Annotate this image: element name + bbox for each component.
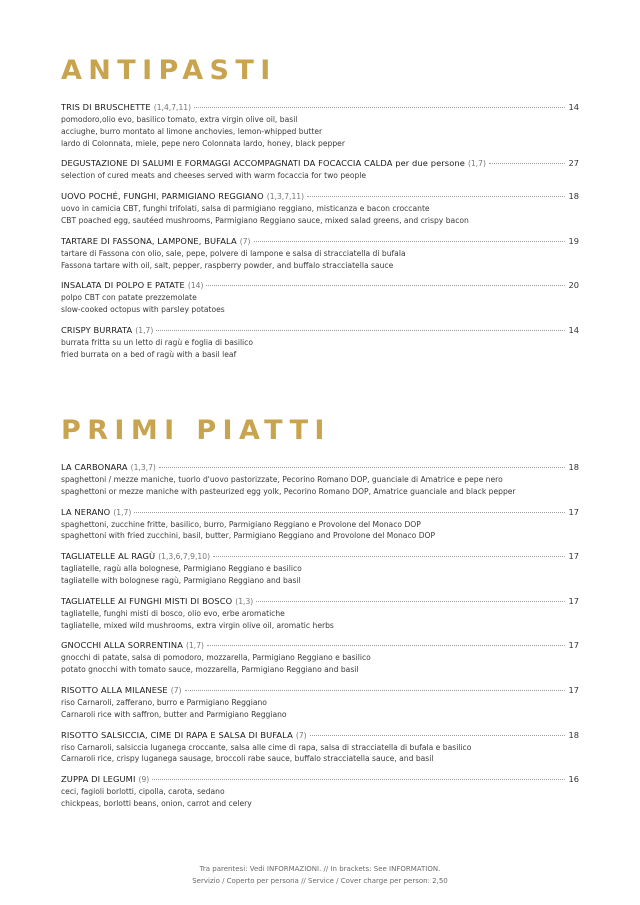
menu-item-price: 16 <box>568 774 579 785</box>
menu-item-header <box>61 729 579 742</box>
menu-item-allergens: (1,4,7,11) <box>153 103 192 112</box>
menu-item <box>61 461 579 498</box>
menu-item-name: INSALATA DI POLPO E PATATE <box>61 280 185 291</box>
menu-item-allergens: (7) <box>170 685 182 695</box>
menu-item-description: riso Carnaroli, zafferano, burro e Parmigiano Reggiano <box>61 697 267 707</box>
footer-line-allergens: Tra parentesi: Vedi INFORMAZIONI. // In brackets: See INFORMATION. <box>199 865 441 873</box>
menu-item <box>61 279 579 316</box>
menu-item-price: 17 <box>568 640 579 651</box>
menu-item-price: 14 <box>568 324 579 335</box>
dotted-leader <box>185 690 566 691</box>
menu-item-header <box>61 461 579 474</box>
menu-item <box>61 235 579 272</box>
menu-item-name: UOVO POCHÉ, FUNGHI, PARMIGIANO REGGIANO <box>61 191 264 202</box>
menu-item-description: spaghettoni / mezze maniche, tuorlo d'uovo pastorizzate, Pecorino Romano DOP, guanciale di Amatrice e pepe nero <box>61 475 503 484</box>
menu-item-allergens: (14) <box>187 281 204 291</box>
dotted-leader <box>256 601 565 602</box>
menu-item <box>61 550 579 587</box>
menu-item-description: spaghettoni with fried zucchini, basil, butter, Parmigiano Reggiano and Provolone del Monaco DOP <box>61 531 436 541</box>
menu-item-description: tagliatelle, ragù alla bolognese, Parmigiano Reggiano e basilico <box>61 564 302 574</box>
menu-item-description: slow-cooked octopus with parsley potatoes <box>61 305 225 315</box>
footer-notes <box>0 863 640 887</box>
menu-item-price: 18 <box>568 729 579 740</box>
menu-item-allergens: (1,3) <box>235 596 254 606</box>
menu-item-description: tagliatelle with bolognese ragù, Parmigiano Reggiano and basil <box>61 575 301 585</box>
menu-item-name: TARTARE DI FASSONA, LAMPONE, BUFALA <box>61 235 237 246</box>
menu-item-header <box>61 279 579 292</box>
section-title-primi-piatti: PRIMI PIATTI <box>61 415 331 446</box>
section-title-antipasti: ANTIPASTI <box>61 55 277 86</box>
menu-item-header <box>61 550 579 563</box>
menu-item-allergens: (9) <box>138 775 150 785</box>
menu-item-description: acciughe, burro montato al limone anchovies, lemon-whipped butter <box>61 126 323 136</box>
menu-item <box>61 324 579 361</box>
footer-line-cover-charge: Servizio / Coperto per persona // Service / Cover charge per person: 2,50 <box>192 877 448 885</box>
menu-item-price: 17 <box>568 551 579 562</box>
dotted-leader <box>194 107 565 108</box>
menu-item-allergens: (1,3,7) <box>130 463 156 472</box>
menu-item-description: spaghettoni or mezze maniche with pasteurized egg yolk, Pecorino Romano DOP, Amatrice guanciale and black pepper <box>61 486 516 496</box>
menu-item-header <box>61 595 579 608</box>
menu-item-header <box>61 157 579 170</box>
menu-item <box>61 157 579 182</box>
menu-item-description: potato gnocchi with tomato sauce, mozzarella, Parmigiano Reggiano and basil <box>61 665 359 675</box>
dotted-leader <box>206 285 565 286</box>
dotted-leader <box>152 779 565 780</box>
menu-item-price: 27 <box>568 158 579 169</box>
dotted-leader <box>489 163 565 164</box>
dotted-leader <box>134 512 565 513</box>
menu-item-description: uovo in camicia CBT, funghi trifolati, salsa di parmigiano reggiano, misticanza e bacon croccante <box>61 204 430 214</box>
menu-item-description: Carnaroli rice with saffron, butter and Parmigiano Reggiano <box>61 709 287 719</box>
menu-item-name: TRIS DI BRUSCHETTE <box>61 102 151 112</box>
menu-item-header <box>61 684 579 697</box>
menu-item-allergens: (1,7) <box>185 641 204 651</box>
menu-item-description: fried burrata on a bed of ragù with a basil leaf <box>61 349 237 359</box>
menu-item-name: LA CARBONARA <box>61 462 128 472</box>
menu-item-price: 17 <box>568 595 579 606</box>
menu-item-name: TAGLIATELLE AI FUNGHI MISTI DI BOSCO <box>61 595 233 606</box>
menu-item-description: chickpeas, borlotti beans, onion, carrot and celery <box>61 798 252 808</box>
menu-item-price: 14 <box>568 102 579 112</box>
menu-item <box>61 190 579 227</box>
menu-item-allergens: (7) <box>239 236 251 246</box>
menu-item-name: RISOTTO ALLA MILANESE <box>61 684 168 695</box>
menu-item-header <box>61 773 579 786</box>
menu-item-allergens: (1,3,6,7,9,10) <box>158 552 211 562</box>
menu-item-description: gnocchi di patate, salsa di pomodoro, mozzarella, Parmigiano Reggiano e basilico <box>61 653 371 663</box>
menu-item-description: tagliatelle, funghi misti di bosco, olio evo, erbe aromatiche <box>61 608 285 618</box>
menu-item-allergens: (7) <box>295 730 307 740</box>
menu-item <box>61 773 579 810</box>
menu-item-description: selection of cured meats and cheeses served with warm focaccia for two people <box>61 171 367 181</box>
menu-item-description: polpo CBT con patate prezzemolate <box>61 293 197 303</box>
menu-item-name: GNOCCHI ALLA SORRENTINA <box>61 640 183 651</box>
dotted-leader <box>207 645 565 646</box>
menu-item <box>61 639 579 676</box>
menu-item-header <box>61 190 579 203</box>
menu-item-price: 17 <box>568 506 579 517</box>
menu-item-header <box>61 639 579 652</box>
menu-item-allergens: (1,7) <box>135 325 154 335</box>
menu-item-allergens: (1,3,7,11) <box>266 192 305 202</box>
primi-piatti-list <box>61 461 579 818</box>
dotted-leader <box>310 735 566 736</box>
antipasti-list <box>61 101 579 369</box>
menu-item-name: TAGLIATELLE AL RAGÙ <box>61 551 156 562</box>
menu-item-allergens: (1,7) <box>467 159 486 169</box>
menu-item-name: ZUPPA DI LEGUMI <box>61 774 136 785</box>
menu-item-name: RISOTTO SALSICCIA, CIME DI RAPA E SALSA DI BUFALA <box>61 729 293 740</box>
menu-item-header <box>61 235 579 248</box>
menu-item-description: lardo di Colonnata, miele, pepe nero Colonnata lardo, honey, black pepper <box>61 138 345 148</box>
menu-item-description: ceci, fagioli borlotti, cipolla, carota, sedano <box>61 787 225 797</box>
menu-item-description: spaghettoni, zucchine fritte, basilico, burro, Parmigiano Reggiano e Provolone del Monaco DOP <box>61 519 421 529</box>
menu-item-description: CBT poached egg, sautéed mushrooms, Parmigiano Reggiano sauce, mixed salad greens, and crispy bacon <box>61 215 469 225</box>
menu-item-allergens: (1,7) <box>113 507 132 517</box>
menu-item-price: 19 <box>568 235 579 246</box>
menu-item-header <box>61 101 579 114</box>
menu-item-price: 18 <box>568 462 579 472</box>
dotted-leader <box>159 467 566 468</box>
menu-item-description: tartare di Fassona con olio, sale, pepe, polvere di lampone e salsa di stracciatella di bufala <box>61 248 406 258</box>
dotted-leader <box>307 196 565 197</box>
menu-item-name: DEGUSTAZIONE DI SALUMI E FORMAGGI ACCOMPAGNATI DA FOCACCIA CALDA per due persone <box>61 158 465 169</box>
menu-item-price: 17 <box>568 684 579 695</box>
menu-item <box>61 506 579 543</box>
menu-item-description: Fassona tartare with oil, salt, pepper, raspberry powder, and buffalo stracciatella sauce <box>61 260 394 270</box>
dotted-leader <box>213 556 565 557</box>
menu-item <box>61 101 579 149</box>
menu-item-description: Carnaroli rice, crispy luganega sausage, broccoli rabe sauce, buffalo stracciatella sauce, and basil <box>61 754 434 764</box>
menu-item-name: LA NERANO <box>61 506 111 517</box>
menu-item <box>61 729 579 766</box>
menu-item-price: 18 <box>568 191 579 202</box>
menu-item <box>61 684 579 721</box>
menu-item-header <box>61 506 579 519</box>
dotted-leader <box>254 241 566 242</box>
menu-item-description: tagliatelle, mixed wild mushrooms, extra virgin olive oil, aromatic herbs <box>61 620 334 630</box>
menu-item-description: pomodoro,olio evo, basilico tomato, extra virgin olive oil, basil <box>61 115 298 124</box>
dotted-leader <box>156 330 565 331</box>
menu-item <box>61 595 579 632</box>
menu-item-description: burrata fritta su un letto di ragù e foglia di basilico <box>61 337 253 347</box>
menu-item-header <box>61 324 579 337</box>
menu-item-name: CRISPY BURRATA <box>61 324 133 335</box>
menu-item-price: 20 <box>568 280 579 291</box>
menu-item-description: riso Carnaroli, salsiccia luganega croccante, salsa alle cime di rapa, salsa di stracciatella di bufala e basilico <box>61 742 472 752</box>
